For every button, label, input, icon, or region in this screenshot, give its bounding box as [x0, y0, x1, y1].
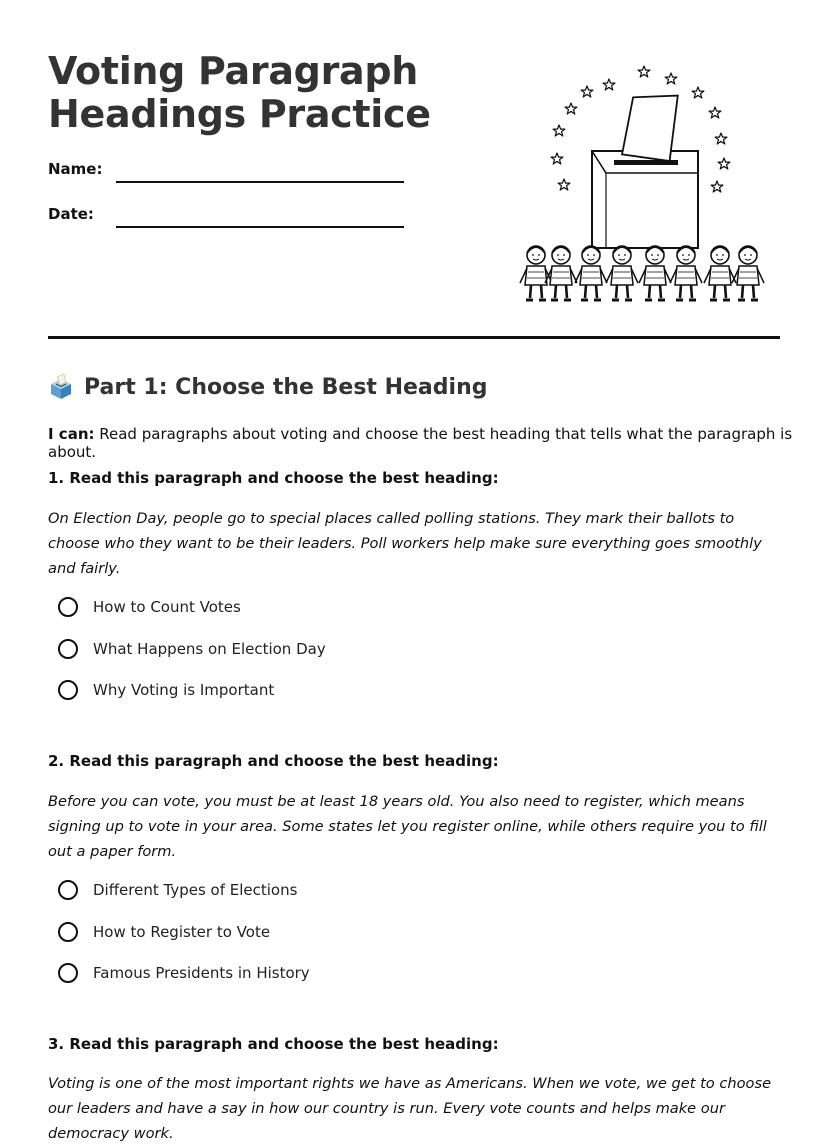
radio-button[interactable]	[58, 639, 78, 659]
name-field[interactable]	[116, 181, 404, 183]
question-1-paragraph: On Election Day, people go to special places called polling stations. They mark their ballots to choose who they want to be their leaders. Poll workers help make sure everything goes smoothly and fairly.	[48, 510, 762, 577]
radio-button[interactable]	[58, 597, 78, 617]
learning-target	[48, 425, 828, 461]
radio-button[interactable]	[58, 922, 78, 942]
radio-button[interactable]	[58, 680, 78, 700]
title-line-2: Headings Practice	[48, 92, 431, 136]
radio-button[interactable]	[58, 963, 78, 983]
title-line-1: Voting Paragraph	[48, 49, 419, 93]
question-1-option-3[interactable]	[58, 680, 274, 700]
radio-button[interactable]	[58, 880, 78, 900]
question-2-option-1[interactable]	[58, 880, 297, 900]
option-label: How to Register to Vote	[93, 923, 271, 941]
ican-label: I can:	[48, 425, 95, 443]
name-label: Name:	[48, 160, 103, 178]
question-3-prompt: 3. Read this paragraph and choose the best heading:	[48, 1035, 499, 1053]
option-label: Different Types of Elections	[93, 881, 298, 899]
page-title	[48, 50, 431, 136]
option-label: What Happens on Election Day	[93, 640, 326, 658]
question-1-prompt: 1. Read this paragraph and choose the best heading:	[48, 469, 499, 487]
option-label: How to Count Votes	[93, 598, 241, 616]
question-2-option-3[interactable]	[58, 963, 310, 983]
question-1-option-1[interactable]	[58, 597, 241, 617]
option-label: Famous Presidents in History	[93, 964, 310, 982]
date-field[interactable]	[116, 226, 404, 228]
question-3-paragraph: Voting is one of the most important rights we have as Americans. When we vote, we get to choose our leaders and have a say in how our country is run. Every vote counts and helps make our democracy work.	[48, 1075, 772, 1142]
option-label: Why Voting is Important	[93, 681, 275, 699]
ican-text: Read paragraphs about voting and choose the best heading that tells what the paragraph is about.	[48, 425, 793, 461]
date-label: Date:	[48, 205, 94, 223]
question-2-paragraph: Before you can vote, you must be at least 18 years old. You also need to register, which means signing up to vote in your area. Some states let you register online, while others require you to fill out a paper form.	[48, 793, 767, 860]
question-1-option-2[interactable]	[58, 639, 326, 659]
question-2-prompt: 2. Read this paragraph and choose the best heading:	[48, 752, 499, 770]
section-heading	[48, 374, 487, 400]
ballot-box-icon	[48, 374, 74, 400]
section-title-text: Part 1: Choose the Best Heading	[84, 374, 488, 400]
section-divider	[48, 336, 780, 339]
ballot-box-children-illustration	[518, 58, 768, 308]
question-2-option-2[interactable]	[58, 922, 270, 942]
